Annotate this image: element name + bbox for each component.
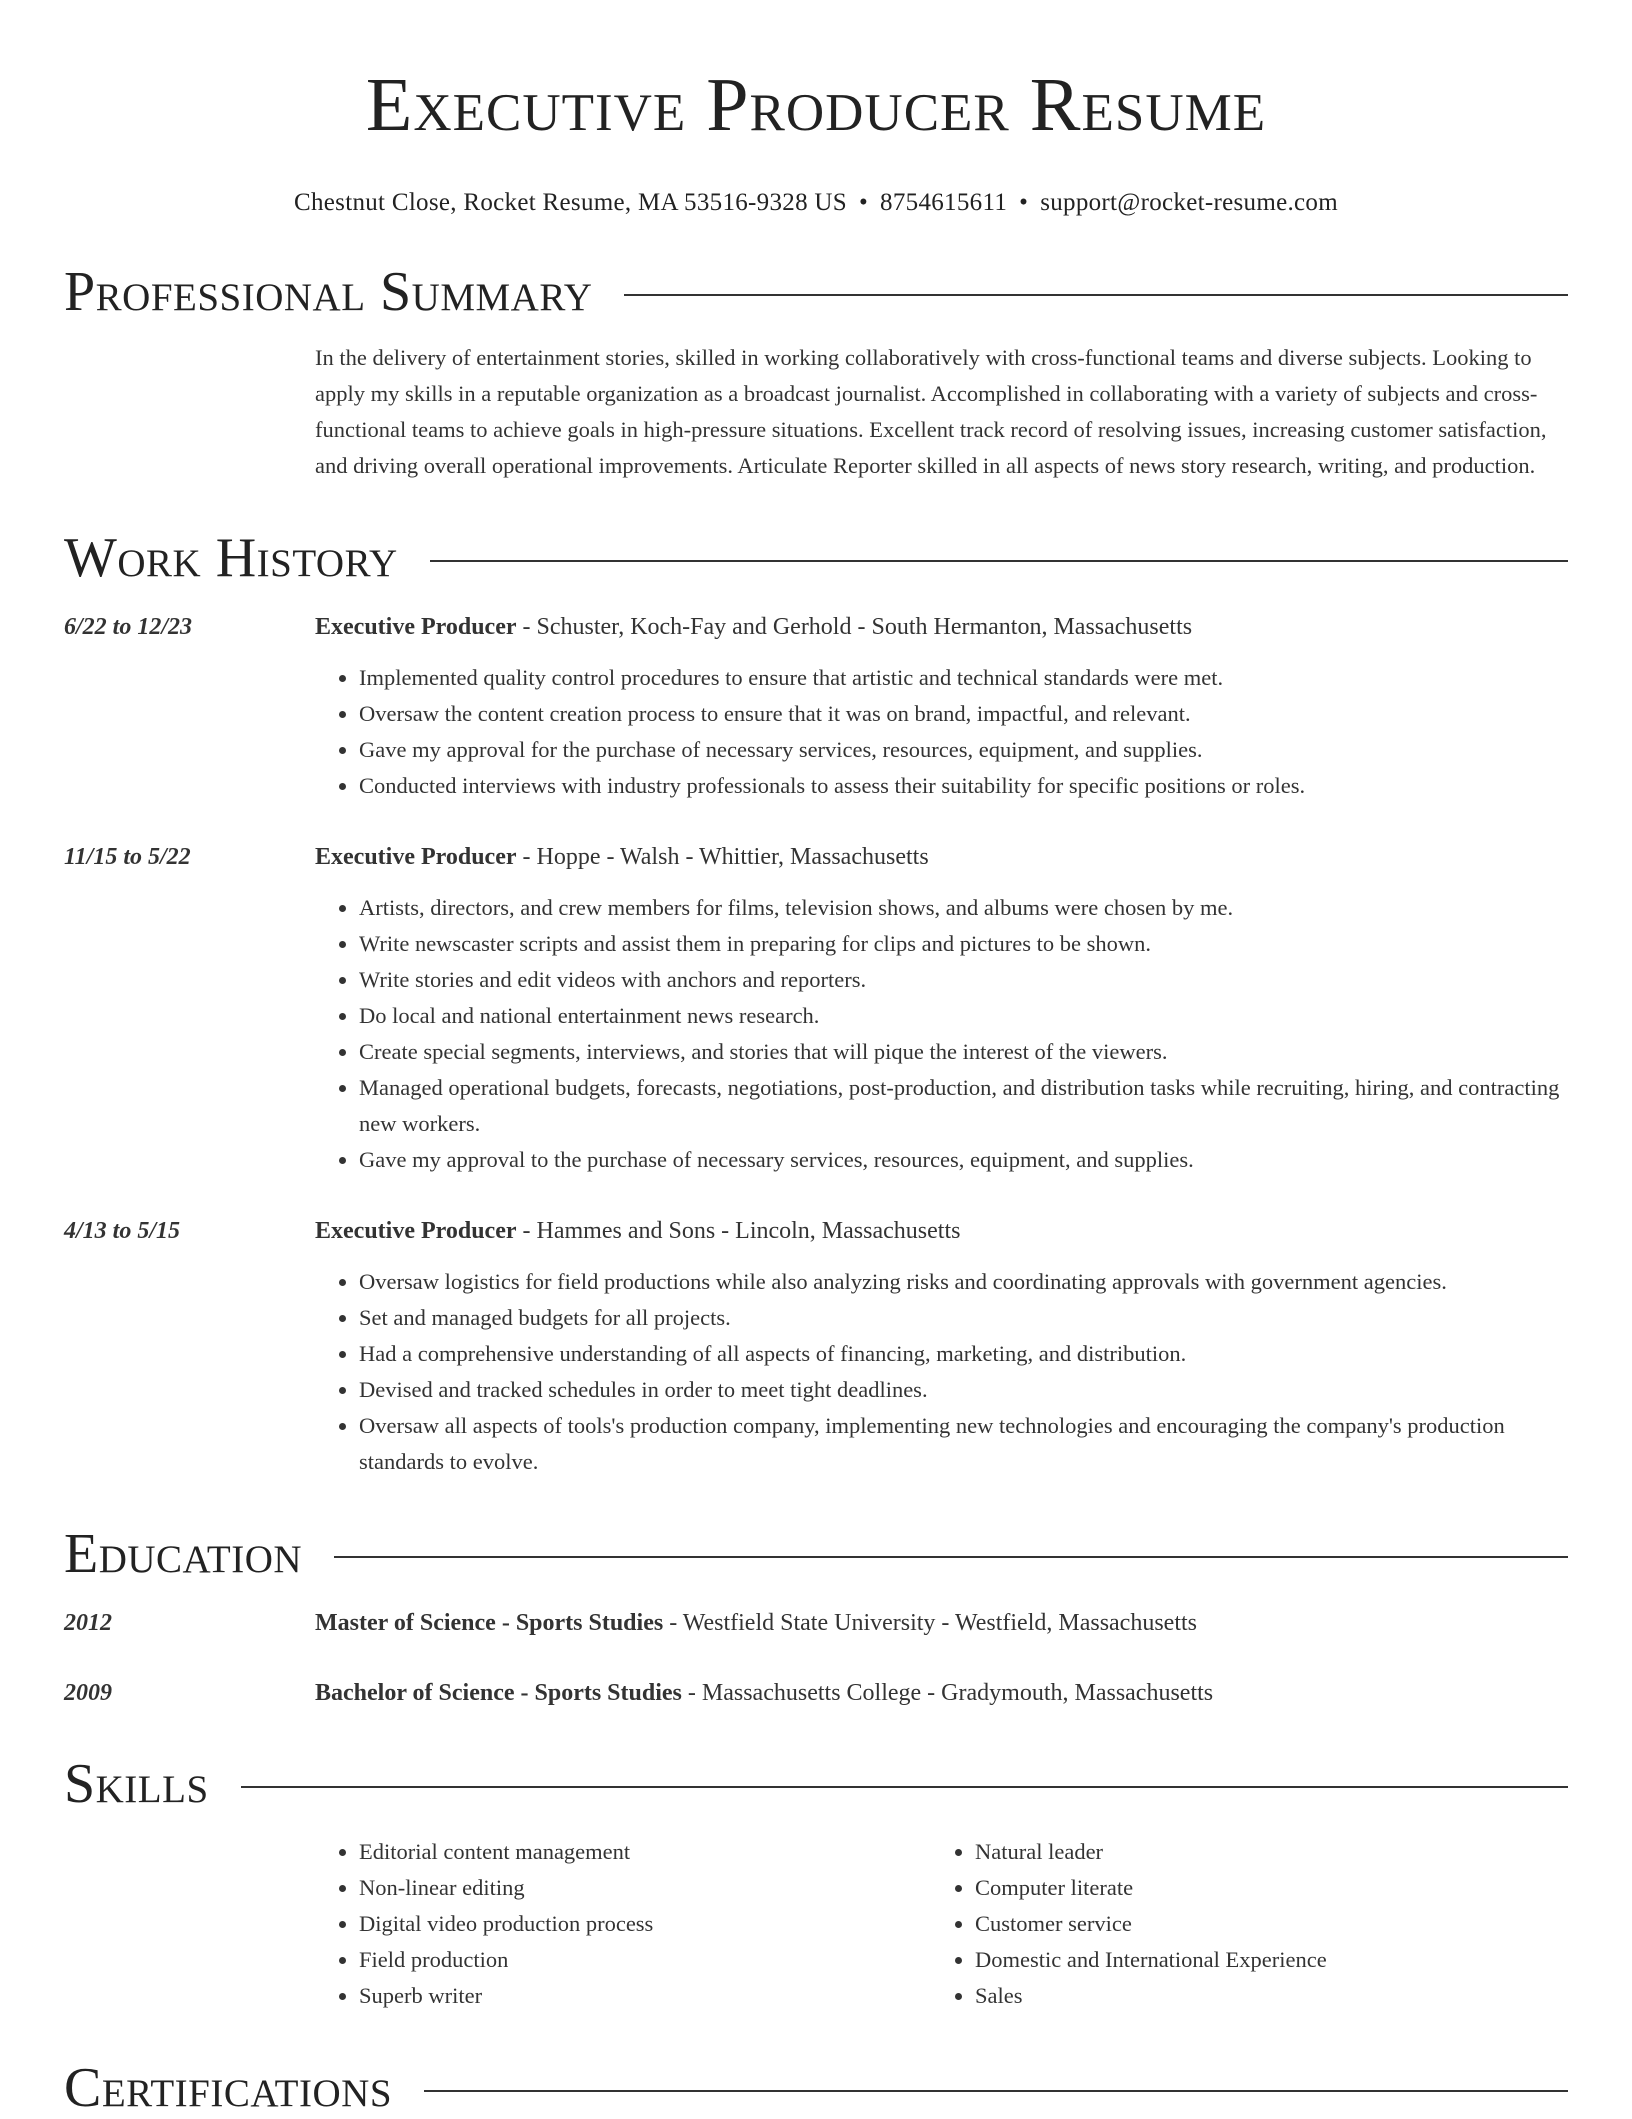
section-header-work: [64, 528, 1568, 588]
list-item: • Oversaw the content creation process to ensure that it was on brand, impactful, and relevant.: [359, 696, 1568, 732]
list-item: • Create special segments, interviews, and stories that will pique the interest of the viewers.: [359, 1034, 1568, 1070]
section-title: Work History: [64, 527, 398, 589]
list-item: • Oversaw all aspects of tools's production company, implementing new technologies and encouraging the company's production standards to evolve.: [359, 1408, 1568, 1480]
list-item: • Gave my approval to the purchase of necessary services, resources, equipment, and supplies.: [359, 1142, 1568, 1178]
section-divider: [241, 1786, 1568, 1788]
skills-list: [315, 1834, 1568, 2014]
contact-address: Chestnut Close, Rocket Resume, MA 53516-9328 US: [294, 189, 847, 216]
list-item: • Oversaw logistics for field productions while also analyzing risks and coordinating approvals with government agencies.: [359, 1264, 1568, 1300]
work-role: Executive Producer: [315, 1218, 517, 1244]
section-header-summary: [64, 262, 1568, 322]
contact-separator: •: [858, 189, 869, 216]
work-details: - Schuster, Koch-Fay and Gerhold - South Hermanton, Massachusetts: [516, 614, 1193, 640]
skill-item: • Natural leader: [975, 1834, 1535, 1870]
work-history: [64, 610, 1568, 1480]
list-item: • Had a comprehensive understanding of all aspects of financing, marketing, and distribution.: [359, 1336, 1568, 1372]
skill-item: • Computer literate: [975, 1870, 1535, 1906]
work-heading: [315, 840, 1568, 874]
education-year: 2012: [64, 1610, 112, 1636]
education-list: [64, 1606, 1568, 1710]
list-item: • Managed operational budgets, forecasts, negotiations, post-production, and distribution tasks while recruiting, hiring, and contracting new workers.: [359, 1070, 1568, 1142]
list-item: • Artists, directors, and crew members for films, television shows, and albums were chosen by me.: [359, 890, 1568, 926]
skills-column-right: [931, 1834, 1535, 2014]
section-divider: [334, 1556, 1568, 1558]
work-role: Executive Producer: [315, 844, 517, 870]
work-heading: [315, 610, 1568, 644]
work-entry: [64, 1214, 1568, 1480]
education-entry: [64, 1676, 1568, 1710]
work-dates: 11/15 to 5/22: [64, 844, 191, 870]
list-item: • Do local and national entertainment news research.: [359, 998, 1568, 1034]
contact-email: support@rocket-resume.com: [1040, 189, 1338, 216]
work-entry: [64, 610, 1568, 804]
section-divider: [424, 2090, 1568, 2092]
section-divider: [624, 294, 1568, 296]
work-details: - Hoppe - Walsh - Whittier, Massachusetts: [516, 844, 929, 870]
skill-item: • Superb writer: [359, 1978, 931, 2014]
education-details: - Massachusetts College - Gradymouth, Massachusetts: [681, 1680, 1214, 1706]
list-item: • Gave my approval for the purchase of necessary services, resources, equipment, and supplies.: [359, 732, 1568, 768]
section-divider: [430, 560, 1568, 562]
work-dates: 6/22 to 12/23: [64, 614, 193, 640]
skill-item: • Digital video production process: [359, 1906, 931, 1942]
skill-item: • Non-linear editing: [359, 1870, 931, 1906]
skill-item: • Customer service: [975, 1906, 1535, 1942]
skill-item: • Sales: [975, 1978, 1535, 2014]
section-header-education: [64, 1524, 1568, 1584]
education-heading: [315, 1606, 1568, 1640]
work-entry: [64, 840, 1568, 1178]
work-dates: 4/13 to 5/15: [64, 1218, 181, 1244]
work-role: Executive Producer: [315, 614, 517, 640]
resume-title: Executive Producer Resume: [365, 63, 1267, 147]
section-title: Education: [64, 1523, 303, 1585]
skill-item: • Domestic and International Experience: [975, 1942, 1535, 1978]
skill-item: • Editorial content management: [359, 1834, 931, 1870]
contact-phone: 8754615611: [880, 189, 1008, 216]
list-item: • Write stories and edit videos with anchors and reporters.: [359, 962, 1568, 998]
work-heading: [315, 1214, 1568, 1248]
work-details: - Hammes and Sons - Lincoln, Massachusetts: [516, 1218, 961, 1244]
list-item: • Implemented quality control procedures to ensure that artistic and technical standards were met.: [359, 660, 1568, 696]
resume-page: [64, 0, 1568, 2118]
section-header-skills: [64, 1754, 1568, 1814]
skill-item: • Field production: [359, 1942, 931, 1978]
section-title: Professional Summary: [64, 261, 593, 323]
work-bullets: [315, 1264, 1568, 1480]
section-header-certifications: [64, 2058, 1568, 2118]
section-title: Certifications: [64, 2057, 393, 2119]
education-degree: Master of Science - Sports Studies: [315, 1610, 664, 1636]
summary-text: In the delivery of entertainment stories, skilled in working collaboratively with cross-functional teams and diverse subjects. Looking to apply my skills in a reputable organization as a broadcast journalist. Accomplished in collaborating with a variety of subjects and cross-functional teams to achieve goals in high-pressure situations. Excellent track record of resolving issues, increasing customer satisfaction, and driving overall operational improvements. Articulate Reporter skilled in all aspects of news story research, writing, and production.: [315, 345, 1547, 478]
work-bullets: [315, 890, 1568, 1178]
contact-separator: •: [1019, 189, 1029, 216]
list-item: • Conducted interviews with industry professionals to assess their suitability for specific positions or roles.: [359, 768, 1568, 804]
education-entry: [64, 1606, 1568, 1640]
skills-column-left: [315, 1834, 931, 2014]
list-item: • Set and managed budgets for all projects.: [359, 1300, 1568, 1336]
list-item: • Devised and tracked schedules in order to meet tight deadlines.: [359, 1372, 1568, 1408]
education-heading: [315, 1676, 1568, 1710]
education-details: - Westfield State University - Westfield, Massachusetts: [663, 1610, 1197, 1636]
list-item: • Write newscaster scripts and assist them in preparing for clips and pictures to be shown.: [359, 926, 1568, 962]
work-bullets: [315, 660, 1568, 804]
contact-line: [64, 188, 1568, 218]
education-year: 2009: [64, 1680, 112, 1706]
education-degree: Bachelor of Science - Sports Studies: [315, 1680, 682, 1706]
section-title: Skills: [64, 1753, 209, 1815]
